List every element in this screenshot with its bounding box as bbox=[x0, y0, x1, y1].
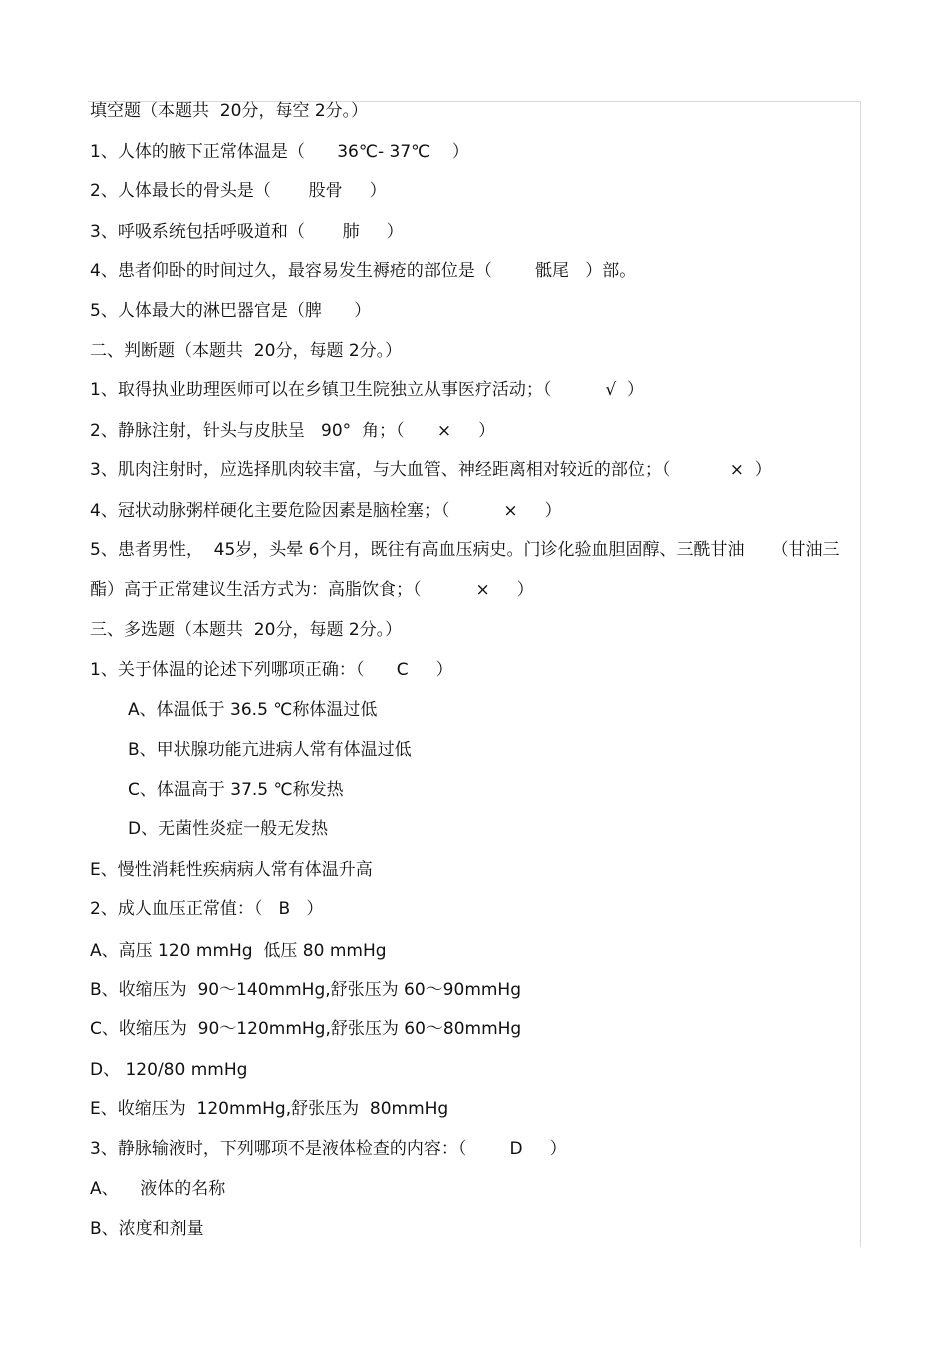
question-line: 1、关于体温的论述下列哪项正确：（ C ） bbox=[90, 660, 453, 680]
option-line: B、收缩压为 90～140mmHg,舒张压为 60～90mmHg bbox=[90, 980, 522, 1000]
question-line: 4、冠状动脉粥样硬化主要危险因素是脑栓塞；（ × ） bbox=[90, 501, 562, 521]
option-line: A、体温低于 36.5 ℃称体温过低 bbox=[128, 700, 378, 720]
option-line: E、收缩压为 120mmHg,舒张压为 80mmHg bbox=[90, 1099, 449, 1119]
option-line: D、无菌性炎症一般无发热 bbox=[128, 819, 329, 839]
section-fill-blank-heading: 填空题（本题共 20分，每空 2分。） bbox=[90, 101, 369, 121]
question-line: 2、人体最长的骨头是（ 股骨 ） bbox=[90, 181, 387, 201]
option-line: B、甲状腺功能亢进病人常有体温过低 bbox=[128, 740, 412, 760]
question-line: 4、患者仰卧的时间过久，最容易发生褥疮的部位是（ 骶尾 ）部。 bbox=[90, 261, 637, 281]
section-multiple-choice-heading: 三、多选题（本题共 20分，每题 2分。） bbox=[90, 620, 403, 640]
option-line: B、浓度和剂量 bbox=[90, 1219, 204, 1239]
question-line: 酯）高于正常建议生活方式为：高脂饮食；（ × ） bbox=[90, 580, 534, 600]
option-line: E、慢性消耗性疾病病人常有体温升高 bbox=[90, 860, 373, 880]
question-line: 5、人体最大的淋巴器官是（脾 ） bbox=[90, 301, 372, 321]
option-line: A、高压 120 mmHg 低压 80 mmHg bbox=[90, 941, 387, 961]
question-line: 5、患者男性， 45岁，头晕 6个月，既往有高血压病史。门诊化验血胆固醇、三酰甘油 （甘油三 bbox=[90, 540, 840, 560]
section-true-false-heading: 二、判断题（本题共 20分，每题 2分。） bbox=[90, 341, 403, 361]
question-line: 2、成人血压正常值：（ B ） bbox=[90, 899, 324, 919]
question-line: 2、静脉注射，针头与皮肤呈 90° 角；（ × ） bbox=[90, 421, 496, 441]
question-line: 3、肌肉注射时，应选择肌肉较丰富，与大血管、神经距离相对较近的部位；（ × ） bbox=[90, 460, 772, 480]
option-line: D、 120/80 mmHg bbox=[90, 1060, 248, 1080]
question-line: 1、取得执业助理医师可以在乡镇卫生院独立从事医疗活动；（ √ ） bbox=[90, 380, 644, 400]
option-line: A、 液体的名称 bbox=[90, 1179, 226, 1199]
option-line: C、收缩压为 90～120mmHg,舒张压为 60～80mmHg bbox=[90, 1019, 522, 1039]
question-line: 1、人体的腋下正常体温是（ 36℃- 37℃ ） bbox=[90, 142, 469, 162]
question-line: 3、呼吸系统包括呼吸道和（ 肺 ） bbox=[90, 222, 404, 242]
option-line: C、体温高于 37.5 ℃称发热 bbox=[128, 780, 344, 800]
question-line: 3、静脉输液时，下列哪项不是液体检查的内容：（ D ） bbox=[90, 1139, 567, 1159]
